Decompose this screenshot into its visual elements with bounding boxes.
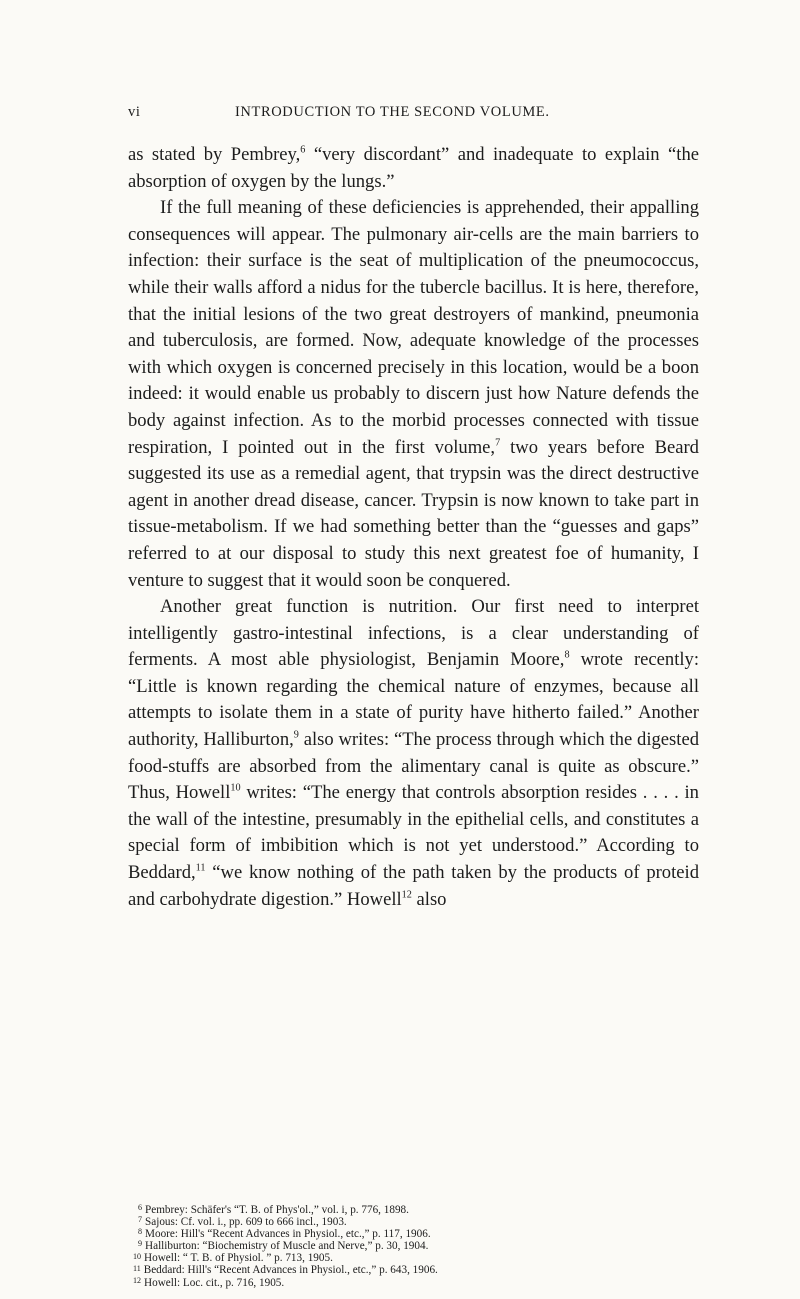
footnote-number: 9	[138, 1239, 143, 1249]
text-segment: wrote recently: “Little is known regarding the chemical nature of enzymes, because all attempts to isolate them in a state of purity have hitherto failed.” Another authority, Halliburton,	[128, 649, 699, 751]
footnote-text: Howell: “ T. B. of Physiol. ” p. 713, 1905.	[144, 1252, 333, 1265]
text-segment: also	[411, 888, 447, 910]
footnote-ref: 8	[564, 649, 570, 661]
footnote-number: 7	[138, 1215, 143, 1225]
footnote	[128, 1204, 708, 1216]
text-segment: If the full meaning of these deficiencies is apprehended, their appalling consequences will appear. The pulmonary air-cells are the main barriers to infection: their surface is the seat of multiplication of the pneumococcus, while their walls afford a nidus for the tubercle bacillus. It is here, therefore, that the initial lesions of the two great destroyers of mankind, pneumonia and tuberculosis, are formed. Now, adequate knowledge of the processes with which oxygen is concerned precisely in this location, would be a boon indeed: it would enable us probably to discern just how Nature defends the body against infection. As to the morbid processes connected with tissue respiration, I pointed out in the first volume,	[128, 197, 699, 458]
running-title: INTRODUCTION TO THE SECOND VOLUME.	[235, 104, 550, 120]
footnote-ref: 12	[401, 888, 412, 900]
footnote-ref: 6	[300, 144, 306, 156]
footnote-number: 12	[133, 1275, 142, 1285]
text-segment: also writes: “The process through which the digested food-stuffs are absorbed from the alimentary canal is quite as obscure.” Thus, Howell	[128, 729, 699, 804]
footnote-text: Halliburton: “Biochemistry of Muscle and Nerve,” p. 30, 1904.	[145, 1240, 429, 1253]
footnote-ref: 10	[230, 782, 241, 794]
footnote-ref: 11	[195, 862, 206, 874]
text-segment: Another great function is nutrition. Our first need to interpret intelligently gastro-intestinal infections, is a clear understanding of ferments. A most able physiologist, Benjamin Moore,	[128, 596, 699, 671]
paragraph-3	[128, 594, 699, 913]
footnote	[128, 1216, 708, 1228]
body-text	[128, 142, 699, 913]
footnote-text: Pembrey: Schäfer's “T. B. of Phys'ol.,” vol. i, p. 776, 1898.	[145, 1204, 409, 1216]
text-segment: writes: “The energy that controls absorption resides . . . . in the wall of the intestine, presumably in the epithelial cells, and constitutes a special form of imbibition which is not yet understood.” According to Beddard,	[128, 782, 699, 884]
footnote-text: Sajous: Cf. vol. i., pp. 609 to 666 incl., 1903.	[145, 1216, 347, 1229]
text-segment: “we know nothing of the path taken by the products of proteid and carbohydrate digestion.” Howell	[128, 862, 699, 910]
running-header	[0, 104, 800, 128]
footnote-ref: 7	[495, 436, 501, 448]
footnote-number: 8	[138, 1227, 143, 1237]
footnote-text: Moore: Hill's “Recent Advances in Physiol., etc.,” p. 117, 1906.	[145, 1228, 431, 1241]
paragraph-2	[128, 195, 699, 594]
text-segment: two years before Beard suggested its use as a remedial agent, that trypsin was the direct destructive agent in another dread disease, cancer. Trypsin is now known to take part in tissue-metabolism. If we had something better than the “guesses and gaps” referred to at our disposal to study this next greatest foe of humanity, I venture to suggest that it would soon be conquered.	[128, 436, 699, 591]
paragraph-1	[128, 142, 699, 195]
footnote-text: Beddard: Hill's “Recent Advances in Physiol., etc.,” p. 643, 1906.	[143, 1264, 438, 1277]
footnote	[128, 1264, 708, 1276]
footnote	[128, 1228, 708, 1240]
page-number: vi	[128, 104, 141, 120]
text-segment: “very discordant” and inadequate to explain “the absorption of oxygen by the lungs.”	[128, 144, 699, 192]
footnote	[128, 1240, 708, 1252]
footnote-text: Howell: Loc. cit., p. 716, 1905.	[144, 1276, 285, 1289]
footnote-number: 11	[133, 1263, 141, 1273]
footnote	[128, 1252, 708, 1264]
footnote-ref: 9	[293, 729, 299, 741]
footnote-number: 6	[138, 1203, 143, 1213]
footnotes	[128, 1204, 708, 1289]
text-segment: as stated by Pembrey,	[128, 144, 301, 165]
footnote-number: 10	[133, 1251, 142, 1261]
footnote	[128, 1277, 708, 1289]
